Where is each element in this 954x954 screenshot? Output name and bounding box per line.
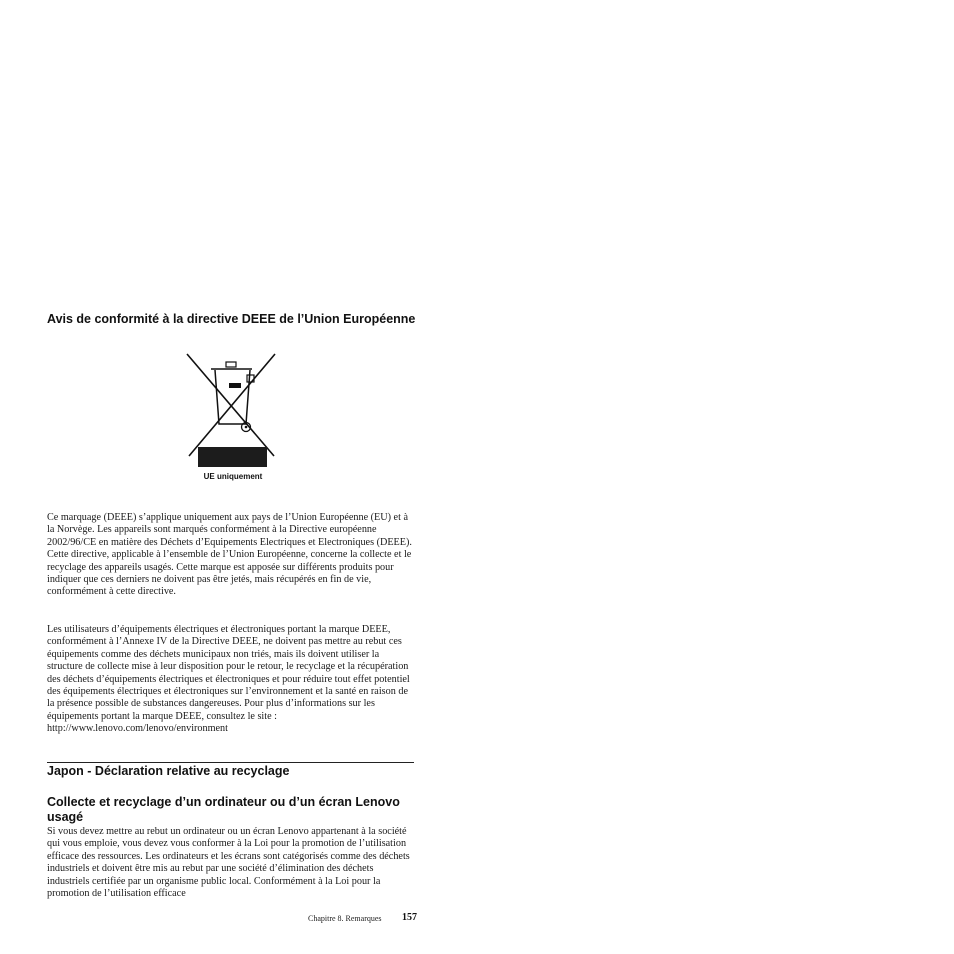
- collection-paragraph: Si vous devez mettre au rebut un ordinateur ou un écran Lenovo appartenant à la société qui vous emploie, vous devez vous conformer à la Loi pour la promotion de l’utilisation efficace des ressources. Les ordinateurs et les écrans sont catégorisés comme des déchets industriels et doivent être mis au rebut par une société d’élimination des déchets industriels certifiée par un organisme public local. Conformément à la Loi pour la promotion de l’utilisation efficace: [47, 826, 410, 900]
- logo-caption: UE uniquement: [203, 472, 263, 481]
- section-title-collection: Collecte et recyclage d’un ordinateur ou d’un écran Lenovo usagé: [47, 795, 400, 824]
- section-divider: [47, 762, 414, 763]
- section-title-japan: Japon - Déclaration relative au recyclage: [47, 764, 290, 778]
- weee-paragraph-2: Les utilisateurs d’équipements électriques et électroniques portant la marque DEEE, conformément à l’Annexe IV de la Directive DEEE, ne doivent pas mettre au rebut ces équipements comme des déchets municipaux non triés, mais ils doivent utiliser la structure de collecte mise à leur disposition pour le retour, le recyclage et la récupération des déchets d’équipements électriques et électroniques et pour réduire tout effet potentiel des équipements électriques et électroniques sur l’environnement et la santé en raison de la présence possible de substances dangereuses. Pour plus d’informations sur les équipements portant la marque DEEE, consultez le site : http://www.lenovo.com/lenovo/environment: [47, 624, 410, 735]
- section-title-weee: Avis de conformité à la directive DEEE de l’Union Européenne: [47, 312, 416, 326]
- crossed-out-wheelie-bin-icon: [186, 352, 278, 470]
- page-number: 157: [402, 912, 417, 923]
- weee-paragraph-1: Ce marquage (DEEE) s’applique uniquement aux pays de l’Union Européenne (EU) et à la Norvège. Les appareils sont marqués conformément à la Directive européenne 2002/96/CE en matière des Déchets d’Equipements Electriques et Electroniques (DEEE). Cette directive, applicable à l’ensemble de l’Union Européenne, concerne la collecte et le recyclage des appareils usagés. Cette marque est apposée sur différents produits pour indiquer que ces derniers ne doivent pas être jetés, mais récupérés en fin de vie, conformément à cette directive.: [47, 512, 412, 598]
- footer-chapter: Chapitre 8. Remarques: [308, 914, 382, 923]
